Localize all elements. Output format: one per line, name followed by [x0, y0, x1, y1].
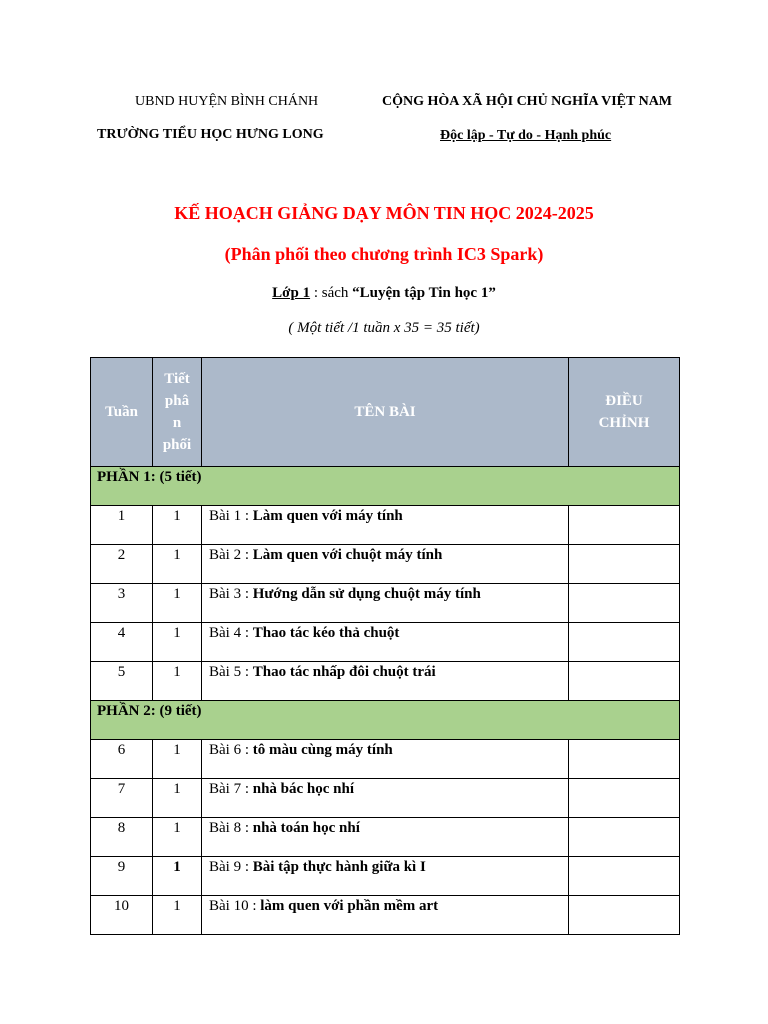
book-title: “Luyện tập Tin học 1” [352, 285, 496, 301]
week-cell: 8 [91, 818, 153, 857]
table-row [91, 896, 680, 935]
header-period-line2: phâ [164, 393, 190, 409]
lesson-cell [202, 818, 569, 857]
lesson-number: Bài 5 : [209, 664, 253, 680]
header-week: Tuần [91, 358, 153, 467]
table-row [91, 545, 680, 584]
national-title: CỘNG HÒA XÃ HỘI CHỦ NGHĨA VIỆT NAM [382, 94, 673, 109]
lesson-number: Bài 9 : [209, 859, 253, 875]
lesson-number: Bài 1 : [209, 508, 253, 524]
district-name: UBND HUYỆN BÌNH CHÁNH [135, 94, 319, 109]
header-lesson: TÊN BÀI [202, 358, 569, 467]
lesson-cell [202, 662, 569, 701]
header-adjust-line1: ĐIỀU [605, 393, 643, 409]
lesson-name: nhà toán học nhí [252, 820, 360, 836]
lesson-cell [202, 584, 569, 623]
lesson-number: Bài 8 : [209, 820, 253, 836]
lesson-name: Làm quen với chuột máy tính [252, 547, 443, 563]
lesson-name: nhà bác học nhí [252, 781, 355, 797]
week-cell: 6 [91, 740, 153, 779]
lesson-cell [202, 545, 569, 584]
period-cell: 1 [153, 662, 202, 701]
lesson-name: Thao tác nhấp đôi chuột trái [252, 664, 436, 680]
table-row [91, 857, 680, 896]
lesson-name: Thao tác kéo thả chuột [252, 625, 400, 641]
lesson-cell [202, 857, 569, 896]
grade-line [0, 285, 768, 302]
period-cell: 1 [153, 779, 202, 818]
week-cell: 2 [91, 545, 153, 584]
adjust-cell [569, 740, 680, 779]
week-cell: 4 [91, 623, 153, 662]
lesson-cell [202, 896, 569, 935]
lesson-cell [202, 740, 569, 779]
week-cell: 5 [91, 662, 153, 701]
header-period-line4: phối [162, 437, 192, 453]
table-body [91, 467, 680, 935]
national-motto: Độc lập - Tự do - Hạnh phúc [440, 128, 612, 143]
period-cell: 1 [153, 584, 202, 623]
lesson-number: Bài 4 : [209, 625, 253, 641]
adjust-cell [569, 506, 680, 545]
lesson-cell [202, 506, 569, 545]
section-row [91, 467, 680, 506]
week-cell: 1 [91, 506, 153, 545]
lesson-plan-table [90, 357, 680, 935]
period-cell: 1 [153, 896, 202, 935]
lesson-cell [202, 779, 569, 818]
adjust-cell [569, 662, 680, 701]
lesson-number: Bài 6 : [209, 742, 253, 758]
table-row [91, 779, 680, 818]
lesson-name: Hướng dẫn sử dụng chuột máy tính [252, 586, 481, 602]
lesson-name: tô màu cùng máy tính [252, 742, 393, 758]
lesson-name: làm quen với phần mềm art [260, 898, 439, 914]
lesson-name: Bài tập thực hành giữa kì I [252, 859, 426, 875]
period-cell: 1 [153, 818, 202, 857]
lesson-name: Làm quen với máy tính [252, 508, 403, 524]
grade-separator: : sách [310, 285, 353, 301]
header-adjust-line2: CHỈNH [598, 415, 650, 431]
lesson-number: Bài 2 : [209, 547, 253, 563]
lesson-number: Bài 7 : [209, 781, 253, 797]
period-cell: 1 [153, 623, 202, 662]
adjust-cell [569, 623, 680, 662]
document-subtitle: (Phân phối theo chương trình IC3 Spark) [224, 244, 544, 264]
table-row [91, 506, 680, 545]
header-period-line3: n [172, 415, 182, 431]
section-title: PHẦN 1: (5 tiết) [91, 467, 680, 506]
lesson-number: Bài 3 : [209, 586, 253, 602]
document-title: KẾ HOẠCH GIẢNG DẠY MÔN TIN HỌC 2024-2025 [174, 203, 594, 223]
adjust-cell [569, 779, 680, 818]
week-cell: 7 [91, 779, 153, 818]
period-cell: 1 [153, 545, 202, 584]
week-cell: 10 [91, 896, 153, 935]
period-cell: 1 [153, 506, 202, 545]
lesson-cell [202, 623, 569, 662]
period-cell: 1 [153, 740, 202, 779]
table-row [91, 740, 680, 779]
table-row [91, 623, 680, 662]
header-period-line1: Tiết [164, 371, 190, 387]
header-period [153, 358, 202, 467]
section-row [91, 701, 680, 740]
week-cell: 3 [91, 584, 153, 623]
adjust-cell [569, 857, 680, 896]
period-summary: ( Một tiết /1 tuần x 35 = 35 tiết) [288, 320, 480, 336]
table-row [91, 818, 680, 857]
school-name: TRƯỜNG TIỂU HỌC HƯNG LONG [97, 127, 324, 142]
header-adjust [569, 358, 680, 467]
period-cell: 1 [153, 857, 202, 896]
section-title: PHẦN 2: (9 tiết) [91, 701, 680, 740]
lesson-number: Bài 10 : [209, 898, 261, 914]
table-row [91, 584, 680, 623]
adjust-cell [569, 818, 680, 857]
adjust-cell [569, 584, 680, 623]
adjust-cell [569, 545, 680, 584]
adjust-cell [569, 896, 680, 935]
week-cell: 9 [91, 857, 153, 896]
table-row [91, 662, 680, 701]
grade-label: Lớp 1 [272, 285, 311, 301]
table-header-row [91, 358, 680, 467]
